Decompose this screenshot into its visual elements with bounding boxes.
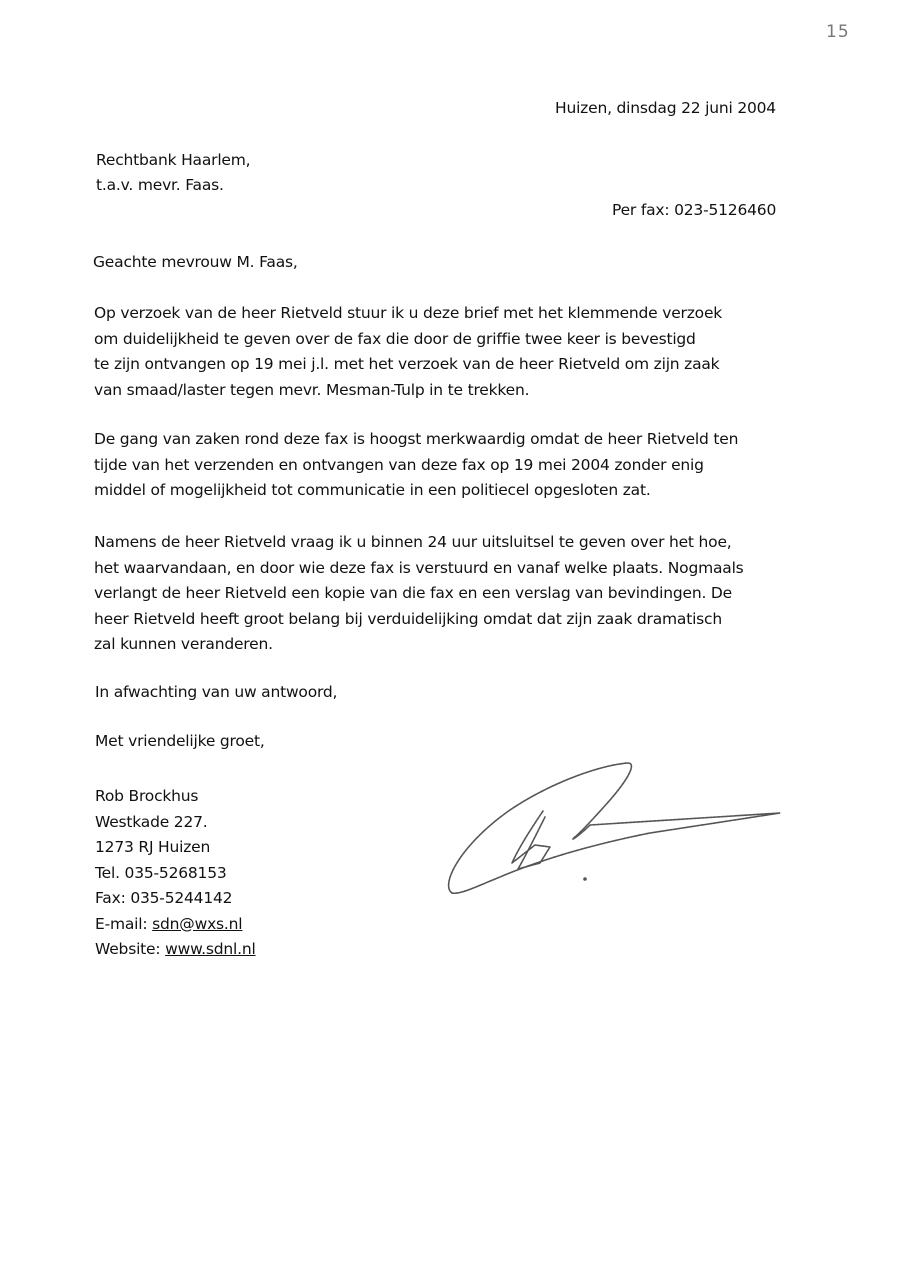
paragraph <box>94 301 854 403</box>
email-link[interactable]: sdn@wxs.nl <box>152 914 243 933</box>
sender-city: 1273 RJ Huizen <box>95 838 211 856</box>
paragraph-line: van smaad/laster tegen mevr. Mesman-Tulp in te trekken. <box>94 380 530 399</box>
sender-contact-block <box>95 784 256 963</box>
sender-street: Westkade 227. <box>95 812 208 831</box>
page-number: 15 <box>826 22 850 42</box>
signature-icon <box>440 755 800 905</box>
signature-dot <box>583 877 587 881</box>
sender-name: Rob Brockhus <box>95 787 199 805</box>
sender-fax: Fax: 035-5244142 <box>95 889 233 907</box>
place-date: Huizen, dinsdag 22 juni 2004 <box>555 99 776 117</box>
recipient-block <box>96 148 250 198</box>
sender-email-row <box>95 912 256 938</box>
closing-greeting: Met vriendelijke groet, <box>95 732 265 750</box>
closing-line: In afwachting van uw antwoord, <box>95 683 338 701</box>
paragraph-line: De gang van zaken rond deze fax is hoogst merkwaardig omdat de heer Rietveld ten <box>94 430 739 448</box>
paragraph <box>94 427 854 504</box>
website-link[interactable]: www.sdnl.nl <box>165 940 256 958</box>
signature-stroke <box>452 813 780 893</box>
email-label: E-mail: <box>95 914 153 933</box>
sender-website-row <box>95 937 256 963</box>
sender-tel: Tel. 035-5268153 <box>95 863 227 882</box>
website-label: Website: <box>95 940 166 958</box>
paragraph-line: om duidelijkheid te geven over de fax die door de griffie twee keer is bevestigd <box>94 329 696 348</box>
recipient-line: Rechtbank Haarlem, <box>96 151 251 169</box>
paragraph-line: Namens de heer Rietveld vraag ik u binnen 24 uur uitsluitsel te geven over het hoe, <box>94 533 732 551</box>
paragraph-line: zal kunnen veranderen. <box>94 635 273 653</box>
paragraph-line: het waarvandaan, en door wie deze fax is verstuurd en vanaf welke plaats. Nogmaals <box>94 558 744 577</box>
recipient-line: t.a.v. mevr. Faas. <box>96 176 224 194</box>
paragraph-line: Op verzoek van de heer Rietveld stuur ik u deze brief met het klemmende verzoek <box>94 304 723 322</box>
paragraph-line: heer Rietveld heeft groot belang bij verduidelijking omdat dat zijn zaak dramatisch <box>94 609 722 628</box>
paragraph-line: verlangt de heer Rietveld een kopie van die fax en een verslag van bevindingen. De <box>94 584 732 602</box>
paragraph <box>94 530 854 658</box>
paragraph-line: te zijn ontvangen op 19 mei j.l. met het verzoek van de heer Rietveld om zijn zaak <box>94 355 720 373</box>
paragraph-line: tijde van het verzenden en ontvangen van deze fax op 19 mei 2004 zonder enig <box>94 455 704 474</box>
fax-number-line: Per fax: 023-5126460 <box>612 201 777 219</box>
salutation: Geachte mevrouw M. Faas, <box>93 253 298 271</box>
paragraph-line: middel of mogelijkheid tot communicatie in een politiecel opgesloten zat. <box>94 481 651 499</box>
